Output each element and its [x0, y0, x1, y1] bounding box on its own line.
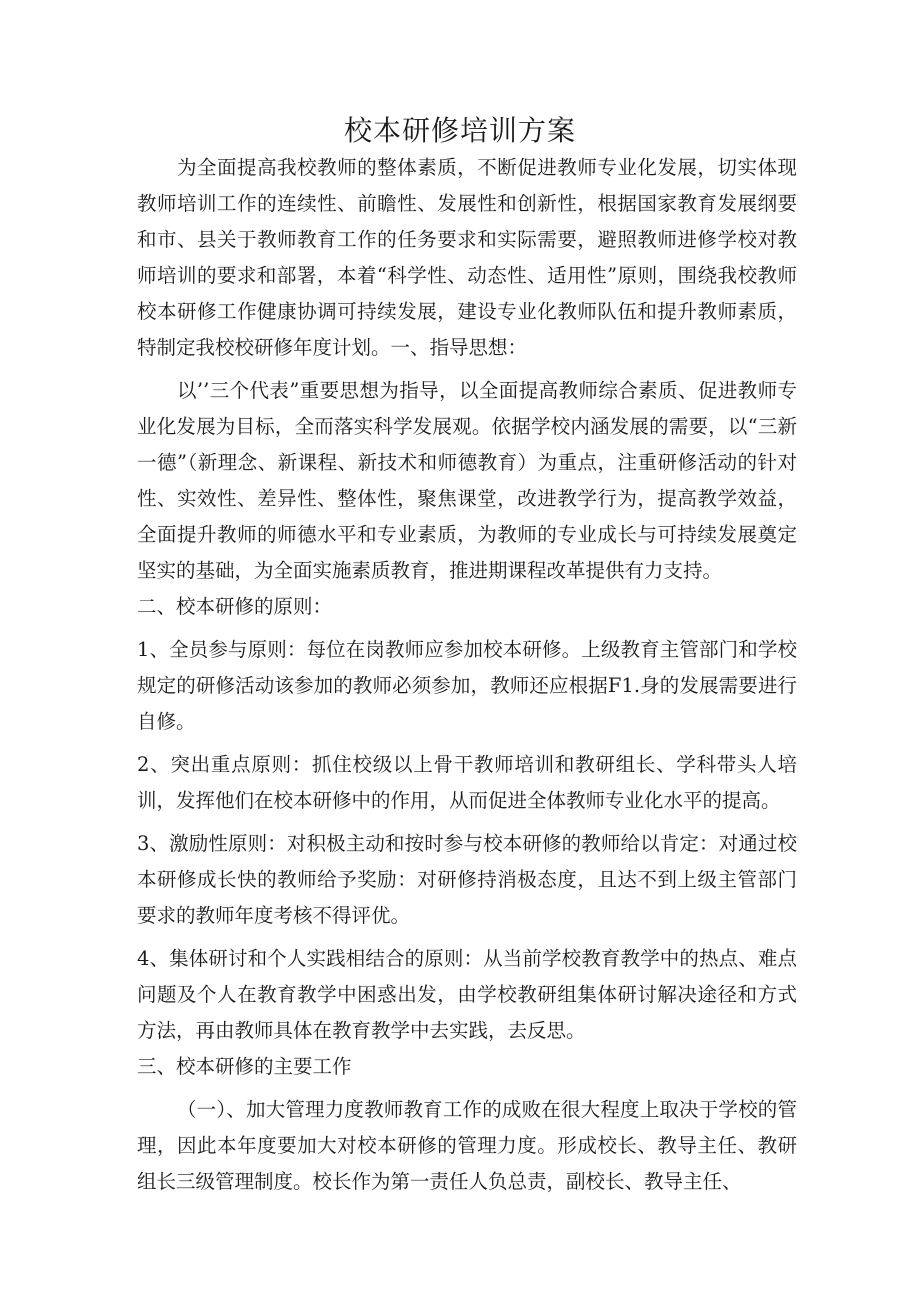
work-item-1-paragraph: （一）、加大管理力度教师教育工作的成败在很大程度上取决于学校的管理，因此本年度要加大对校本研修的管理力度。形成校长、教导主任、教研组长三级管理制度。校长作为第一责任人负总责，副校长、教导主任、	[137, 1098, 797, 1193]
principle-1-paragraph: 1、全员参与原则：每位在岗教师应参加校本研修。上级教育主管部门和学校规定的研修活动该参加的教师必须参加，教师还应根据F1.身的发展需要进行自修。	[137, 638, 797, 733]
principle-2-paragraph: 2、突出重点原则：抓住校级以上骨干教师培训和教研组长、学科带头人培训，发挥他们在校本研修中的作用，从而促进全体教师专业化水平的提高。	[137, 753, 797, 812]
principle-4-paragraph: 4、集体研讨和个人实践相结合的原则：从当前学校教育教学中的热点、难点问题及个人在教育教学中困惑出发，由学校教研组集体研讨解决途径和方式方法，再由教师具体在教育教学中去实践，去反思。	[137, 947, 797, 1042]
intro-paragraph: 为全面提高我校教师的整体素质，不断促进教师专业化发展，切实体现教师培训工作的连续性、前瞻性、发展性和创新性，根据国家教育发展纲要和市、县关于教师教育工作的任务要求和实际需要，避照教师进修学校对教师培训的要求和部署，本着“科学性、动态性、适用性”原则，围绕我校教师校本研修工作健康协调可持续发展，建设专业化教师队伍和提升教师素质，特制定我校校研修年度计划。一、指导思想：	[137, 156, 797, 359]
principle-3-paragraph: 3、激励性原则：对积极主动和按时参与校本研修的教师给以肯定：对通过校本研修成长快的教师给予奖励：对研修持消极态度，且达不到上级主管部门要求的教师年度考核不得评优。	[137, 832, 797, 927]
main-work-heading: 三、校本研修的主要工作	[137, 1055, 352, 1078]
document-title: 校本研修培训方案	[343, 114, 576, 147]
guiding-thought-paragraph: 以’’三个代表”重要思想为指导，以全面提高教师综合素质、促进教师专业化发展为目标，全而落实科学发展观。依据学校内涵发展的需要，以“三新一德”（新理念、新课程、新技术和师德教育）为重点，注重研修活动的针对性、实效性、差异性、整体性，聚焦课堂，改进教学行为，提高教学效益，全面提升教师的师德水平和专业素质，为教师的专业成长与可持续发展奠定坚实的基础，为全面实施素质教育，推进期课程改革提供有力支持。	[137, 379, 797, 582]
principles-heading: 二、校本研修的原则：	[137, 595, 333, 618]
document-body	[137, 150, 797, 1200]
